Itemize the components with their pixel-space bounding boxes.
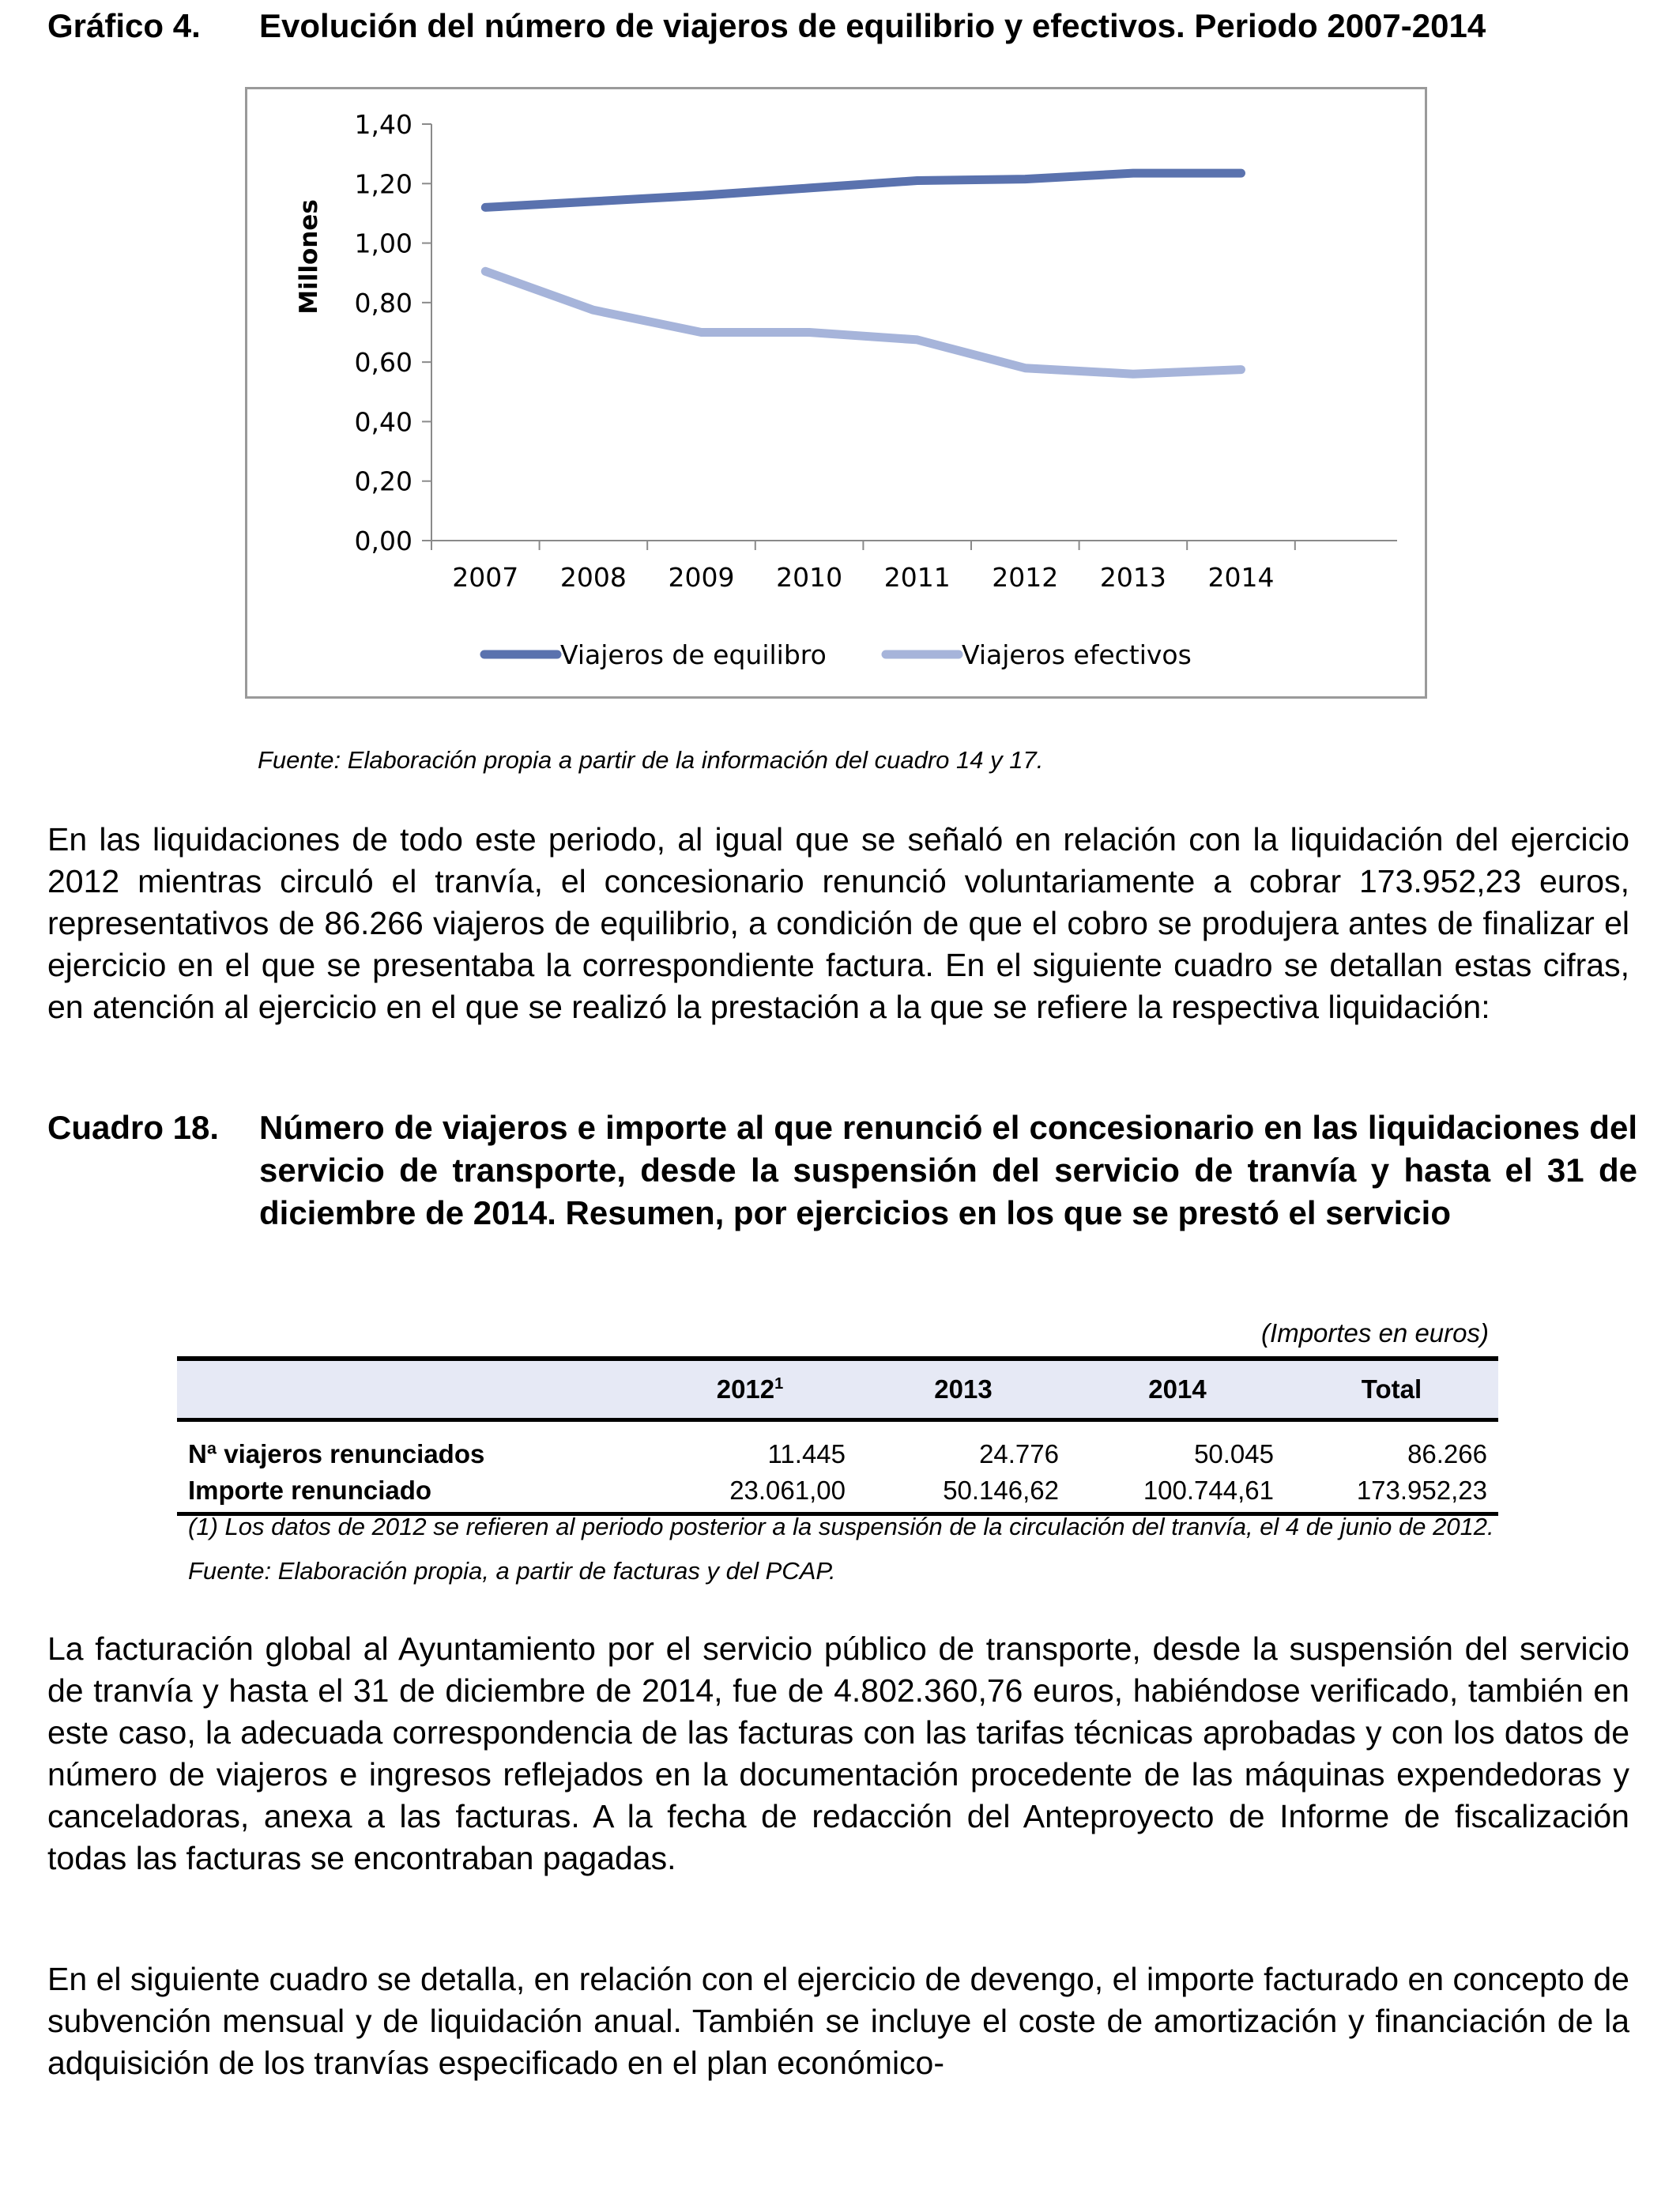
table-header-row: [177, 1359, 1498, 1420]
chart-canvas: [247, 89, 1425, 696]
legend-label: Viajeros de equilibro: [560, 639, 827, 670]
table-source: Fuente: Elaboración propia, a partir de facturas y del PCAP.: [188, 1557, 836, 1585]
footnote-marker: 1: [774, 1375, 784, 1393]
y-tick-label: 0,60: [354, 347, 412, 379]
table-cell: 23.061,00: [643, 1469, 857, 1514]
table-heading: [47, 1106, 1636, 1280]
x-tick-label: 2011: [883, 562, 951, 593]
x-tick-label: 2014: [1207, 562, 1275, 593]
y-tick-label: 1,40: [354, 109, 412, 140]
paragraph-1: En las liquidaciones de todo este periodo, al igual que se señaló en relación con la liquidación del ejercicio 2012 mientras circuló el tranvía, el concesionario renunció voluntariamente a cobrar 173.952,23 euros, representativos de 86.266 viajeros de equilibrio, a condición de que el cobro se produjera antes de finalizar el ejercicio en el que se presentaba la correspondiente factura. En el siguiente cuadro se detallan estas cifras, en atención al ejercicio en el que se realizó la prestación a la que se refiere la respectiva liquidación:: [47, 821, 1629, 1025]
x-tick-label: 2007: [452, 562, 519, 593]
series-line-2: [485, 271, 1241, 374]
figure-title: Evolución del número de viajeros de equilibrio y efectivos. Periodo 2007-2014: [259, 7, 1486, 44]
table-cell: 11.445: [767, 1438, 846, 1468]
table-footnote: (1) Los datos de 2012 se refieren al periodo posterior a la suspensión de la circulación del tranvía, el 4 de junio de 2012.: [188, 1513, 1494, 1540]
x-tick-label: 2008: [559, 562, 627, 593]
y-tick-label: 0,40: [354, 406, 412, 438]
x-tick-label: 2009: [668, 562, 735, 593]
table-cell: 100.744,61: [1070, 1469, 1285, 1514]
header-cell: Total: [1285, 1359, 1498, 1420]
table-cell: 24.776: [979, 1438, 1059, 1468]
table-cell: 50.146,62: [857, 1469, 1070, 1514]
x-tick-label: 2013: [1099, 562, 1166, 593]
row-label: Nª viajeros renunciados: [188, 1438, 485, 1468]
figure-heading: [47, 5, 1636, 52]
units-note: (Importes en euros): [1261, 1318, 1489, 1348]
y-tick-label: 0,00: [354, 526, 412, 556]
figure-label: Gráfico 4.: [47, 7, 201, 44]
y-axis-label: Millones: [295, 199, 323, 315]
y-tick-label: 1,00: [354, 228, 412, 259]
table-cell: 173.952,23: [1285, 1469, 1498, 1514]
table-row: [177, 1420, 1498, 1469]
header-cell: 2014: [1070, 1359, 1285, 1420]
x-tick-label: 2012: [992, 562, 1059, 593]
header-cell: 2012$^1$: [643, 1359, 857, 1420]
x-tick-label: 2010: [776, 562, 843, 593]
header-cell: [177, 1359, 643, 1420]
row-label: Importe renunciado: [177, 1469, 643, 1514]
line-chart: [245, 87, 1427, 699]
figure-source: Fuente: Elaboración propia a partir de la información del cuadro 14 y 17.: [258, 746, 1044, 774]
summary-table: [177, 1356, 1498, 1516]
y-tick-label: 1,20: [354, 168, 412, 200]
table-row: [177, 1469, 1498, 1514]
paragraph-3: En el siguiente cuadro se detalla, en relación con el ejercicio de devengo, el importe facturado en concepto de subvención mensual y de liquidación anual. También se incluye el coste de amortización y financiación de la adquisición de los tranvías especificado en el plan económico-: [47, 1961, 1629, 2081]
table-title: Número de viajeros e importe al que renunció el concesionario en las liquidaciones del servicio de transporte, desde la suspensión del servicio de tranvía y hasta el 31 de diciembre de 2014. Resumen, por ejercicios en los que se prestó el servicio: [259, 1109, 1637, 1231]
series-line-1: [485, 173, 1241, 207]
y-tick-label: 0,20: [354, 466, 412, 497]
table-label: Cuadro 18.: [47, 1109, 220, 1146]
legend-label: Viajeros efectivos: [962, 639, 1192, 670]
y-tick-label: 0,80: [354, 287, 412, 319]
paragraph-2: La facturación global al Ayuntamiento por el servicio público de transporte, desde la suspensión del servicio de tranvía y hasta el 31 de diciembre de 2014, fue de 4.802.360,76 euros, habiéndose verificado, también en este caso, la adecuada correspondencia de las facturas con las tarifas técnicas aprobadas y con los datos de número de viajeros e ingresos reflejados en la documentación procedente de las máquinas expendedoras y canceladoras, anexa a las facturas. A la fecha de redacción del Anteproyecto de Informe de fiscalización todas las facturas se encontraban pagadas.: [47, 1630, 1629, 1876]
table-cell: 50.045: [1194, 1438, 1274, 1468]
header-cell: 2013: [857, 1359, 1070, 1420]
table-cell: 86.266: [1407, 1438, 1487, 1468]
